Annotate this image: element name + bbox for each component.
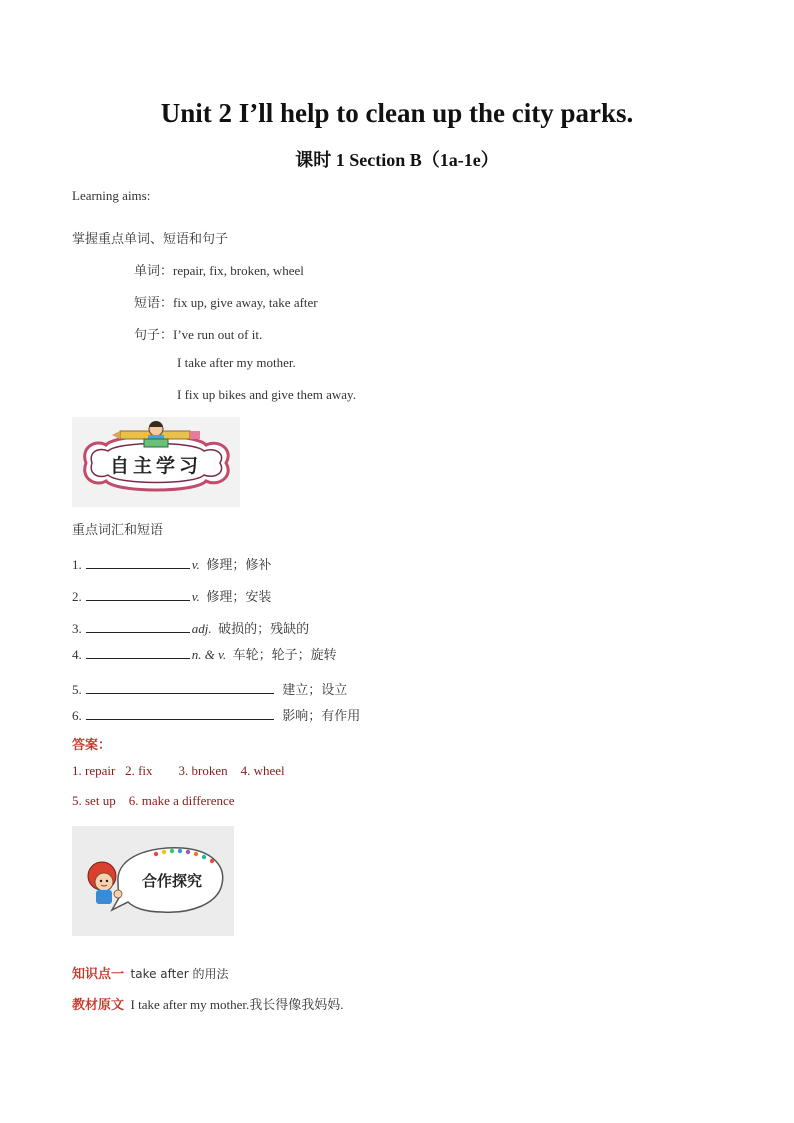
answer-blank[interactable] [86,707,274,720]
master-heading: 掌握重点单词、短语和句子 [72,232,229,247]
exercise-number: 4. [72,647,82,662]
self-study-banner-graphic [72,417,240,507]
answers-line-1 [72,763,285,779]
page-title: Unit 2 I’ll help to clean up the city parks. [160,98,634,128]
exercise-3 [72,618,309,637]
exercise-number: 5. [72,682,82,697]
words-list: repair, fix, broken, wheel [173,263,304,278]
exercise-meaning: 修理；安装 [206,590,272,605]
cooperative-inquiry-banner-text: 合作探究 [141,872,203,890]
vocab-heading: 重点词汇和短语 [72,523,164,538]
aim-sentences [134,324,262,343]
answer-item: 6. make a difference [128,793,235,808]
answer-blank[interactable] [86,620,190,633]
self-study-banner [72,417,240,507]
sentence-1: I’ve run out of it. [173,327,263,342]
knowledge-point-line [72,963,229,982]
exercise-meaning: 破损的；残缺的 [218,622,310,637]
exercise-pos: adj. [191,621,212,636]
exercise-pos: n. & v. [191,647,227,662]
answer-label: 答案： [72,738,112,753]
cooperative-inquiry-banner [72,826,234,936]
answer-item: 1. repair [72,763,116,778]
answer-blank[interactable] [86,588,190,601]
exercise-meaning: 修理；修补 [206,558,272,573]
exercise-number: 1. [72,557,82,572]
exercise-5 [72,679,347,698]
answer-blank[interactable] [86,556,190,569]
exercise-number: 2. [72,589,82,604]
knowledge-point-label: 知识点一 [72,967,125,982]
exercise-1 [72,554,271,573]
answer-item: 5. set up [72,793,116,808]
sentence-3: I fix up bikes and give them away. [177,387,356,402]
answer-item: 4. wheel [240,763,285,778]
sentences-label: 句子： [134,328,174,343]
exercise-meaning: 建立；设立 [282,683,348,698]
exercise-pos: v. [191,557,200,572]
exercise-meaning: 影响；有作用 [282,709,361,724]
answer-item: 2. fix [125,763,153,778]
answer-item: 3. broken [178,763,228,778]
exercise-2 [72,586,271,605]
exercise-meaning: 车轮；轮子；旋转 [232,648,337,663]
exercise-6 [72,705,360,724]
source-text-line [72,994,344,1013]
sentence-2: I take after my mother. [177,355,296,370]
exercise-number: 6. [72,708,82,723]
learning-aims-label: Learning aims: [72,188,151,203]
source-text: I take after my mother.我长得像我妈妈. [130,997,344,1012]
answer-blank[interactable] [86,646,190,659]
phrases-label: 短语： [134,296,174,311]
page-subtitle: 课时 1 Section B（1a-1e） [295,150,499,170]
self-study-banner-text: 自主学习 [109,455,203,477]
exercise-pos: v. [191,589,200,604]
phrases-list: fix up, give away, take after [173,295,318,310]
source-text-label: 教材原文 [72,998,125,1013]
aim-phrases [134,292,318,311]
words-label: 单词： [134,264,174,279]
knowledge-point-text: take after 的用法 [130,967,229,981]
cooperative-inquiry-banner-graphic [72,826,234,936]
answers-line-2 [72,793,235,809]
aim-words [134,260,304,279]
answer-blank[interactable] [86,681,274,694]
exercise-number: 3. [72,621,82,636]
exercise-4 [72,644,337,663]
